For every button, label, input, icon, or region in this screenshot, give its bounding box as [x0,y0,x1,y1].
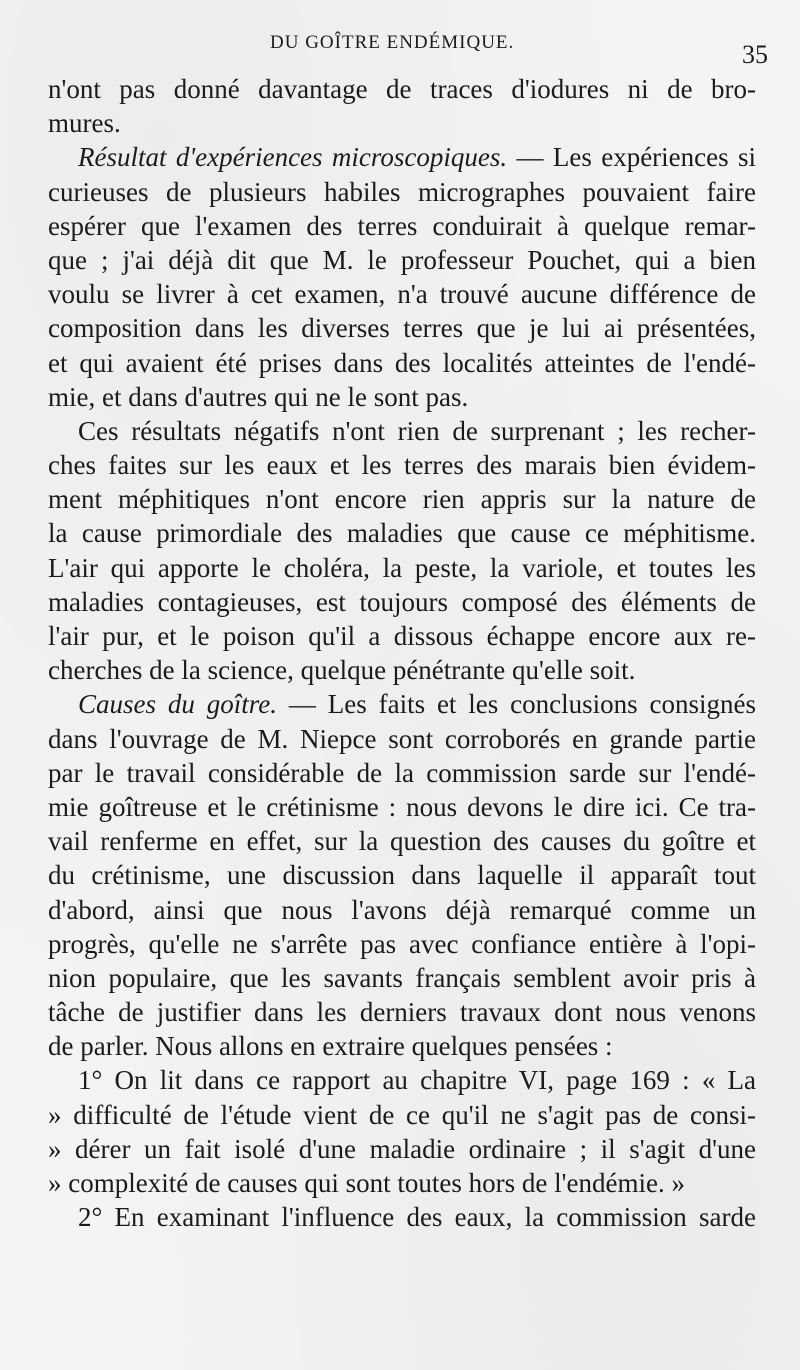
line-text: espérer que l'examen des terres conduirait à quelque remar- [48,210,756,241]
text-line [48,1029,756,1063]
line-text: du crétinisme, une discussion dans laquelle il apparaît tout [48,860,756,891]
line-text: ches faites sur les eaux et les terres des marais bien évidem- [48,450,756,481]
text-line [48,1132,756,1166]
line-text: voulu se livrer à cet examen, n'a trouvé aucune différence de [48,279,756,310]
text-line [48,414,756,448]
text-line [48,927,756,961]
line-text: progrès, qu'elle ne s'arrête pas avec confiance entière à l'opi- [48,928,756,959]
section-heading: Causes du goître. [78,689,277,720]
text-line [48,585,756,619]
text-line [48,175,756,209]
line-text: la cause primordiale des maladies que cause ce méphitisme. [48,518,756,549]
line-text: ment méphitiques n'ont encore rien appris sur la nature de [48,484,756,515]
text-line [48,346,756,380]
text-line [48,995,756,1029]
text-line [48,619,756,653]
text-line [48,790,756,824]
text-line [48,380,756,414]
line-text: 1° On lit dans ce rapport au chapitre VI, page 169 : « La [78,1065,756,1096]
text-line [48,653,756,687]
text-line [48,243,756,277]
text-line [48,482,756,516]
line-text: par le travail considérable de la commission sarde sur l'endé- [48,757,756,788]
text-line [48,961,756,995]
text-line [48,516,756,550]
page-number: 35 [742,40,768,69]
line-text: que ; j'ai déjà dit que M. le professeur Pouchet, qui a bien [48,244,756,275]
line-text: mie goîtreuse et le crétinisme : nous devons le dire ici. Ce tra- [48,791,756,822]
text-line [48,311,756,345]
text-line [48,106,756,140]
line-text: composition dans les diverses terres que je lui ai présentées, [48,313,756,344]
line-text: » difficulté de l'étude vient de ce qu'il ne s'agit pas de consi- [48,1099,756,1130]
page-header [0,30,800,70]
line-text: maladies contagieuses, est toujours composé des éléments de [48,586,756,617]
text-line [48,1200,756,1234]
text-line [48,72,756,106]
text-line [48,1166,756,1200]
line-text: curieuses de plusieurs habiles micrographes pouvaient faire [48,176,756,207]
line-text: mie, et dans d'autres qui ne le sont pas. [48,381,469,412]
text-line [48,1098,756,1132]
line-text: dans l'ouvrage de M. Niepce sont corroborés en grande partie [48,723,756,754]
text-line [48,858,756,892]
running-head: DU GOÎTRE ENDÉMIQUE. [270,32,515,53]
line-text: d'abord, ainsi que nous l'avons déjà remarqué comme un [48,894,756,925]
text-line [48,140,756,174]
line-text: » dérer un fait isolé d'une maladie ordinaire ; il s'agit d'une [48,1133,756,1164]
body-text [48,72,756,1234]
line-text: tâche de justifier dans les derniers travaux dont nous venons [48,997,756,1028]
line-text: » complexité de causes qui sont toutes hors de l'endémie. » [48,1168,685,1198]
text-line [48,722,756,756]
text-line [48,209,756,243]
line-text: de parler. Nous allons en extraire quelques pensées : [48,1031,613,1062]
text-line [48,687,756,721]
line-text: L'air qui apporte le choléra, la peste, la variole, et toutes les [48,552,756,583]
line-text: nion populaire, que les savants français semblent avoir pris à [48,962,756,993]
text-line [48,551,756,585]
line-text: mures. [48,108,121,139]
text-line [48,756,756,790]
text-line [48,893,756,927]
line-text: Ces résultats négatifs n'ont rien de surprenant ; les recher- [78,415,756,446]
line-text: — Les faits et les conclusions consignés [277,689,757,720]
line-text: 2° En examinant l'influence des eaux, la commission sarde [78,1202,756,1233]
text-line [48,277,756,311]
line-text: vail renferme en effet, sur la question des causes du goître et [48,826,756,857]
line-text: n'ont pas donné davantage de traces d'iodures ni de bro- [48,74,756,104]
line-text: et qui avaient été prises dans des localités atteintes de l'endé- [48,347,756,378]
text-line [48,448,756,482]
text-line [48,1063,756,1097]
text-line [48,824,756,858]
section-heading: Résultat d'expériences microscopiques. [78,142,508,173]
line-text: — Les expériences si [507,142,757,173]
line-text: cherches de la science, quelque pénétrante qu'elle soit. [48,655,636,686]
line-text: l'air pur, et le poison qu'il a dissous échappe encore aux re- [48,621,756,651]
